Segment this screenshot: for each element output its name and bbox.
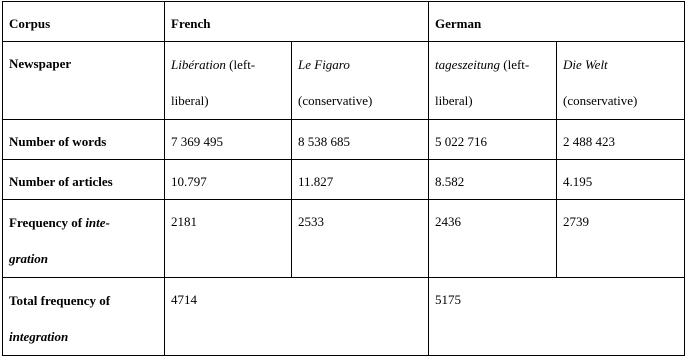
newspaper-row [3, 42, 685, 120]
newspaper-name-line [298, 47, 422, 83]
newspaper-name-line [171, 47, 285, 83]
total-label-line2: integration [9, 329, 69, 344]
newspaper-cell [292, 42, 429, 120]
table-cell: 2181 [165, 200, 292, 278]
newspaper-orientation: liberal) [435, 93, 473, 108]
table-cell: 11.827 [292, 160, 429, 200]
table-cell: 2739 [557, 200, 685, 278]
table-cell: 2436 [429, 200, 557, 278]
table-cell: 5 022 716 [429, 120, 557, 160]
newspaper-orientation: (conservative) [563, 93, 638, 108]
newspaper-suffix: (left- [500, 57, 530, 72]
articles-label: Number of articles [3, 160, 165, 200]
newspaper-orientation: liberal) [171, 93, 209, 108]
table-cell: 7 369 495 [165, 120, 292, 160]
frequency-row [3, 200, 685, 278]
table-cell: 8 538 685 [292, 120, 429, 160]
newspaper-cell [165, 42, 292, 120]
frequency-label-c: gration [9, 251, 49, 266]
corpus-table [2, 1, 685, 356]
frequency-label-line1 [9, 205, 158, 241]
table-header-row [3, 2, 685, 42]
newspaper-name: tageszeitung [435, 57, 501, 72]
articles-row [3, 160, 685, 200]
newspaper-cell [557, 42, 685, 120]
words-row [3, 120, 685, 160]
newspaper-cell [429, 42, 557, 120]
header-german: German [429, 2, 685, 42]
header-corpus: Corpus [3, 2, 165, 42]
table-cell: 2 488 423 [557, 120, 685, 160]
total-label-line1: Total frequency of [9, 293, 111, 308]
frequency-label-a: Frequency of [9, 215, 86, 230]
header-french: French [165, 2, 429, 42]
table-cell: 4.195 [557, 160, 685, 200]
table-cell: 10.797 [165, 160, 292, 200]
table-cell: 2533 [292, 200, 429, 278]
frequency-label-b: inte- [85, 215, 110, 230]
table-cell: 5175 [429, 278, 685, 356]
newspaper-name: Le Figaro [298, 57, 350, 72]
newspaper-name: Libération [171, 57, 226, 72]
newspaper-orientation: (conservative) [298, 93, 373, 108]
table-cell: 8.582 [429, 160, 557, 200]
words-label: Number of words [3, 120, 165, 160]
frequency-label [3, 200, 165, 278]
newspaper-suffix: (left- [225, 57, 256, 72]
newspaper-name: Die Welt [563, 57, 608, 72]
newspaper-name-line [435, 47, 550, 83]
table-cell: 4714 [165, 278, 429, 356]
newspaper-label: Newspaper [3, 42, 165, 120]
newspaper-name-line [563, 47, 678, 83]
